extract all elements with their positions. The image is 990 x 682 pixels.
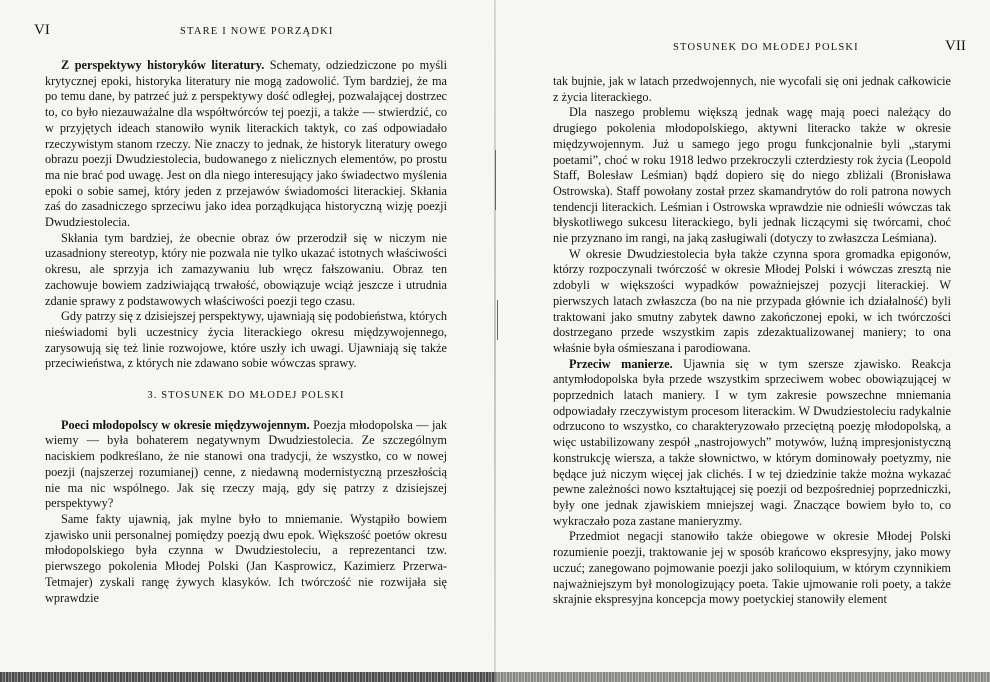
running-head: STOSUNEK DO MŁODEJ POLSKI [673, 42, 859, 53]
paragraph [45, 418, 447, 512]
paragraph-text: Poezja młodopolska — jak wiemy — była bohaterem negatywnym Dwudziestolecia. Ze szczególnym naciskiem podkreślano, że nie stanowi ona tradycji, że wszystko, co w nowej poezji (najszerzej rozumianej) cenne, z niedawną modernistyczną przeszłością nie ma nic wspólnego. Jak się rzeczy mają, gdy się patrzy z dzisiejszej perspektywy? [45, 417, 447, 511]
paragraph [553, 247, 951, 357]
paragraph-text: Schematy, odziedziczone po myśli krytycznej epoki, historyka literatury nie mogą zadowolić. Tym bardziej, że ma po temu dane, by patrzeć już z perspektywy dość odległej, pozwalającej dostrzec to, co było niezauważalne dla współtwórców tej poezji, a także — stwierdzić, co w przyjętych ideach stanowiło wynik literackich taktyk, co zaś odpowiadało rzeczywistym stanom rzeczy. Nie znaczy to jednak, że historyk literatury owego obrazu poezji Dwudziestolecia, budowanego z nielicznych elementów, po prostu ma nie brać pod uwagę. Jest on dla niego interesujący jako świadectwo myślenia epoki o sobie samej, który jeden z przejawów świadomości literackiej. Skłania zaś do zasadniczego sprzeciwu jako idea porządkująca historyczną wizję poezji Dwudziestolecia. [45, 58, 447, 230]
run-in-heading: Przeciw manierze. [569, 356, 673, 371]
page-edge-scan [495, 672, 990, 682]
left-body-text [45, 58, 447, 606]
paragraph-text: Same fakty ujawnią, jak mylne było to mniemanie. Wystąpiło bowiem zjawisko unii personalnej pomiędzy poezją dwu epok. Większość poetów okresu młodopolskiego była czynna w Dwudziestoleciu, a reprezentanci tzw. pierwszego pokolenia Młodej Polski (Jan Kasprowicz, Kazimierz Przerwa-Tetmajer) zyskali rangę żywych klasyków. Ich twórczość nie rozwijała się wprawdzie [45, 511, 447, 605]
page-number: VI [34, 22, 50, 38]
section-title: 3. STOSUNEK DO MŁODEJ POLSKI [147, 390, 345, 402]
page-edge-scan [0, 672, 495, 682]
page-number: VII [945, 38, 966, 54]
paragraph-text: W okresie Dwudziestolecia była także czynna spora gromadka epigonów, którzy rozpoczynali twórczość w okresie Młodej Polski i wówczas zresztą nie zdobyli w większości wypadków poważniejszej pozycji literackiej. W pierwszych latach zwłaszcza (bo na nie przypada głównie ich działalność) byli traktowani jako smutny zabytek dawno zakończonej epoki, w ich twórczości dostrzegano przede wszystkim zapis zdezaktualizowanej maniery; to ona właśnie była ośmieszana i parodiowana. [553, 246, 951, 355]
running-head: STARE I NOWE PORZĄDKI [180, 26, 334, 37]
run-in-heading: Z perspektywy historyków literatury. [61, 58, 265, 72]
paragraph [45, 512, 447, 606]
paragraph-text: Gdy patrzy się z dzisiejszej perspektywy, ujawniają się podobieństwa, których nieświadomi byli uczestnicy życia literackiego okresu międzywojennego, zarysowują się też linie rozwojowe, które uszły ich uwagi. Ujawniają się także przeciwieństwa, z których nie zdawano sobie wówczas sprawy. [45, 309, 447, 371]
right-body-text [553, 74, 951, 608]
paragraph-text: Dla naszego problemu większą jednak wagę mają poeci należący do drugiego pokolenia młodopolskiego, aktywni literacko także w okresie międzywojennym. Już u samego jego progu funkcjonalnie byli „starymi poetami”, choć w roku 1918 ledwo przekroczyli czterdziesty rok życia (Leopold Staff, Bolesław Leśmian) bądź dopiero się do niego zbliżali (Bronisława Ostrowska). Staff powołany został przez skamandrytów do roli patrona nowych tendencji literackich. Leśmian i Ostrowska wprawdzie nie odnieśli wówczas tak błyskotliwego sukcesu literackiego, byli jednak liczącymi się twórcami, choć nie przyznano im rangi, na jaką zasługiwali (dotyczy to zwłaszcza Leśmiana). [553, 105, 951, 246]
paragraph-text: Ujawnia się w tym szersze zjawisko. Reakcja antymłodopolska była przede wszystkim sprzeciwem wobec obowiązującej w poprzednich latach maniery. I w tym zakresie powszechne mniemania odpowiadały rzeczywistym procesom literackim. W Dwudziestoleciu radykalnie odrzucono to wszystko, co charakteryzowało przeciętną poezję młodopolską, a więc ustabilizowany zespół „nastrojowych” motywów, luźną impresjonistyczną konstrukcję wiersza, a także słownictwo, w którym dominowały poetyzmy, nie będące już niczym więcej jak clichés. I w tej dziedzinie także można wykazać pewne zależności nowo kształtującej się poezji od bezpośredniej poprzedniczki, były one jednak zjawiskiem mniejszej wagi. Znaczące bowiem było to, co wykraczało poza zastane manieryzmy. [553, 356, 951, 528]
paragraph [553, 105, 951, 246]
paragraph-text: tak bujnie, jak w latach przedwojennych, nie wycofali się oni jednak całkowicie z życia literackiego. [553, 74, 951, 104]
run-in-heading: Poeci młodopolscy w okresie międzywojennym. [61, 417, 310, 432]
paragraph-text: Przedmiot negacji stanowiło także obiegowe w okresie Młodej Polski rozumienie poezji, traktowanie jej w sposób krańcowo ekspresyjny, jako mowy uczuć; zanegowano pojmowanie poezji jako soliloquium, w którym czynnikiem najważniejszym był monologizujący poeta. Takie ujmowanie roli poety, a także skrajnie ekspresyjna koncepcja mowy poetyckiej stanowiły element [553, 529, 951, 607]
paragraph [45, 58, 447, 231]
paragraph [553, 74, 951, 105]
paragraph [45, 309, 447, 372]
right-page [495, 0, 990, 682]
paragraph [45, 231, 447, 310]
paragraph-text: Skłania tym bardziej, że obecnie obraz ów przerodził się w niczym nie uzasadniony stereotyp, który nie pozwala nie tylko ukazać istotnych właściwości okresu, ale sprzyja ich zamazywaniu lub wręcz fałszowaniu. Obraz ten zachowuje bowiem zadziwiającą trwałość, obowiązuje wciąż jeszcze i utrudnia zdanie sprawy z podstawowych właściwości poezji tego czasu. [45, 230, 447, 308]
paragraph [553, 357, 951, 530]
paragraph [553, 529, 951, 608]
